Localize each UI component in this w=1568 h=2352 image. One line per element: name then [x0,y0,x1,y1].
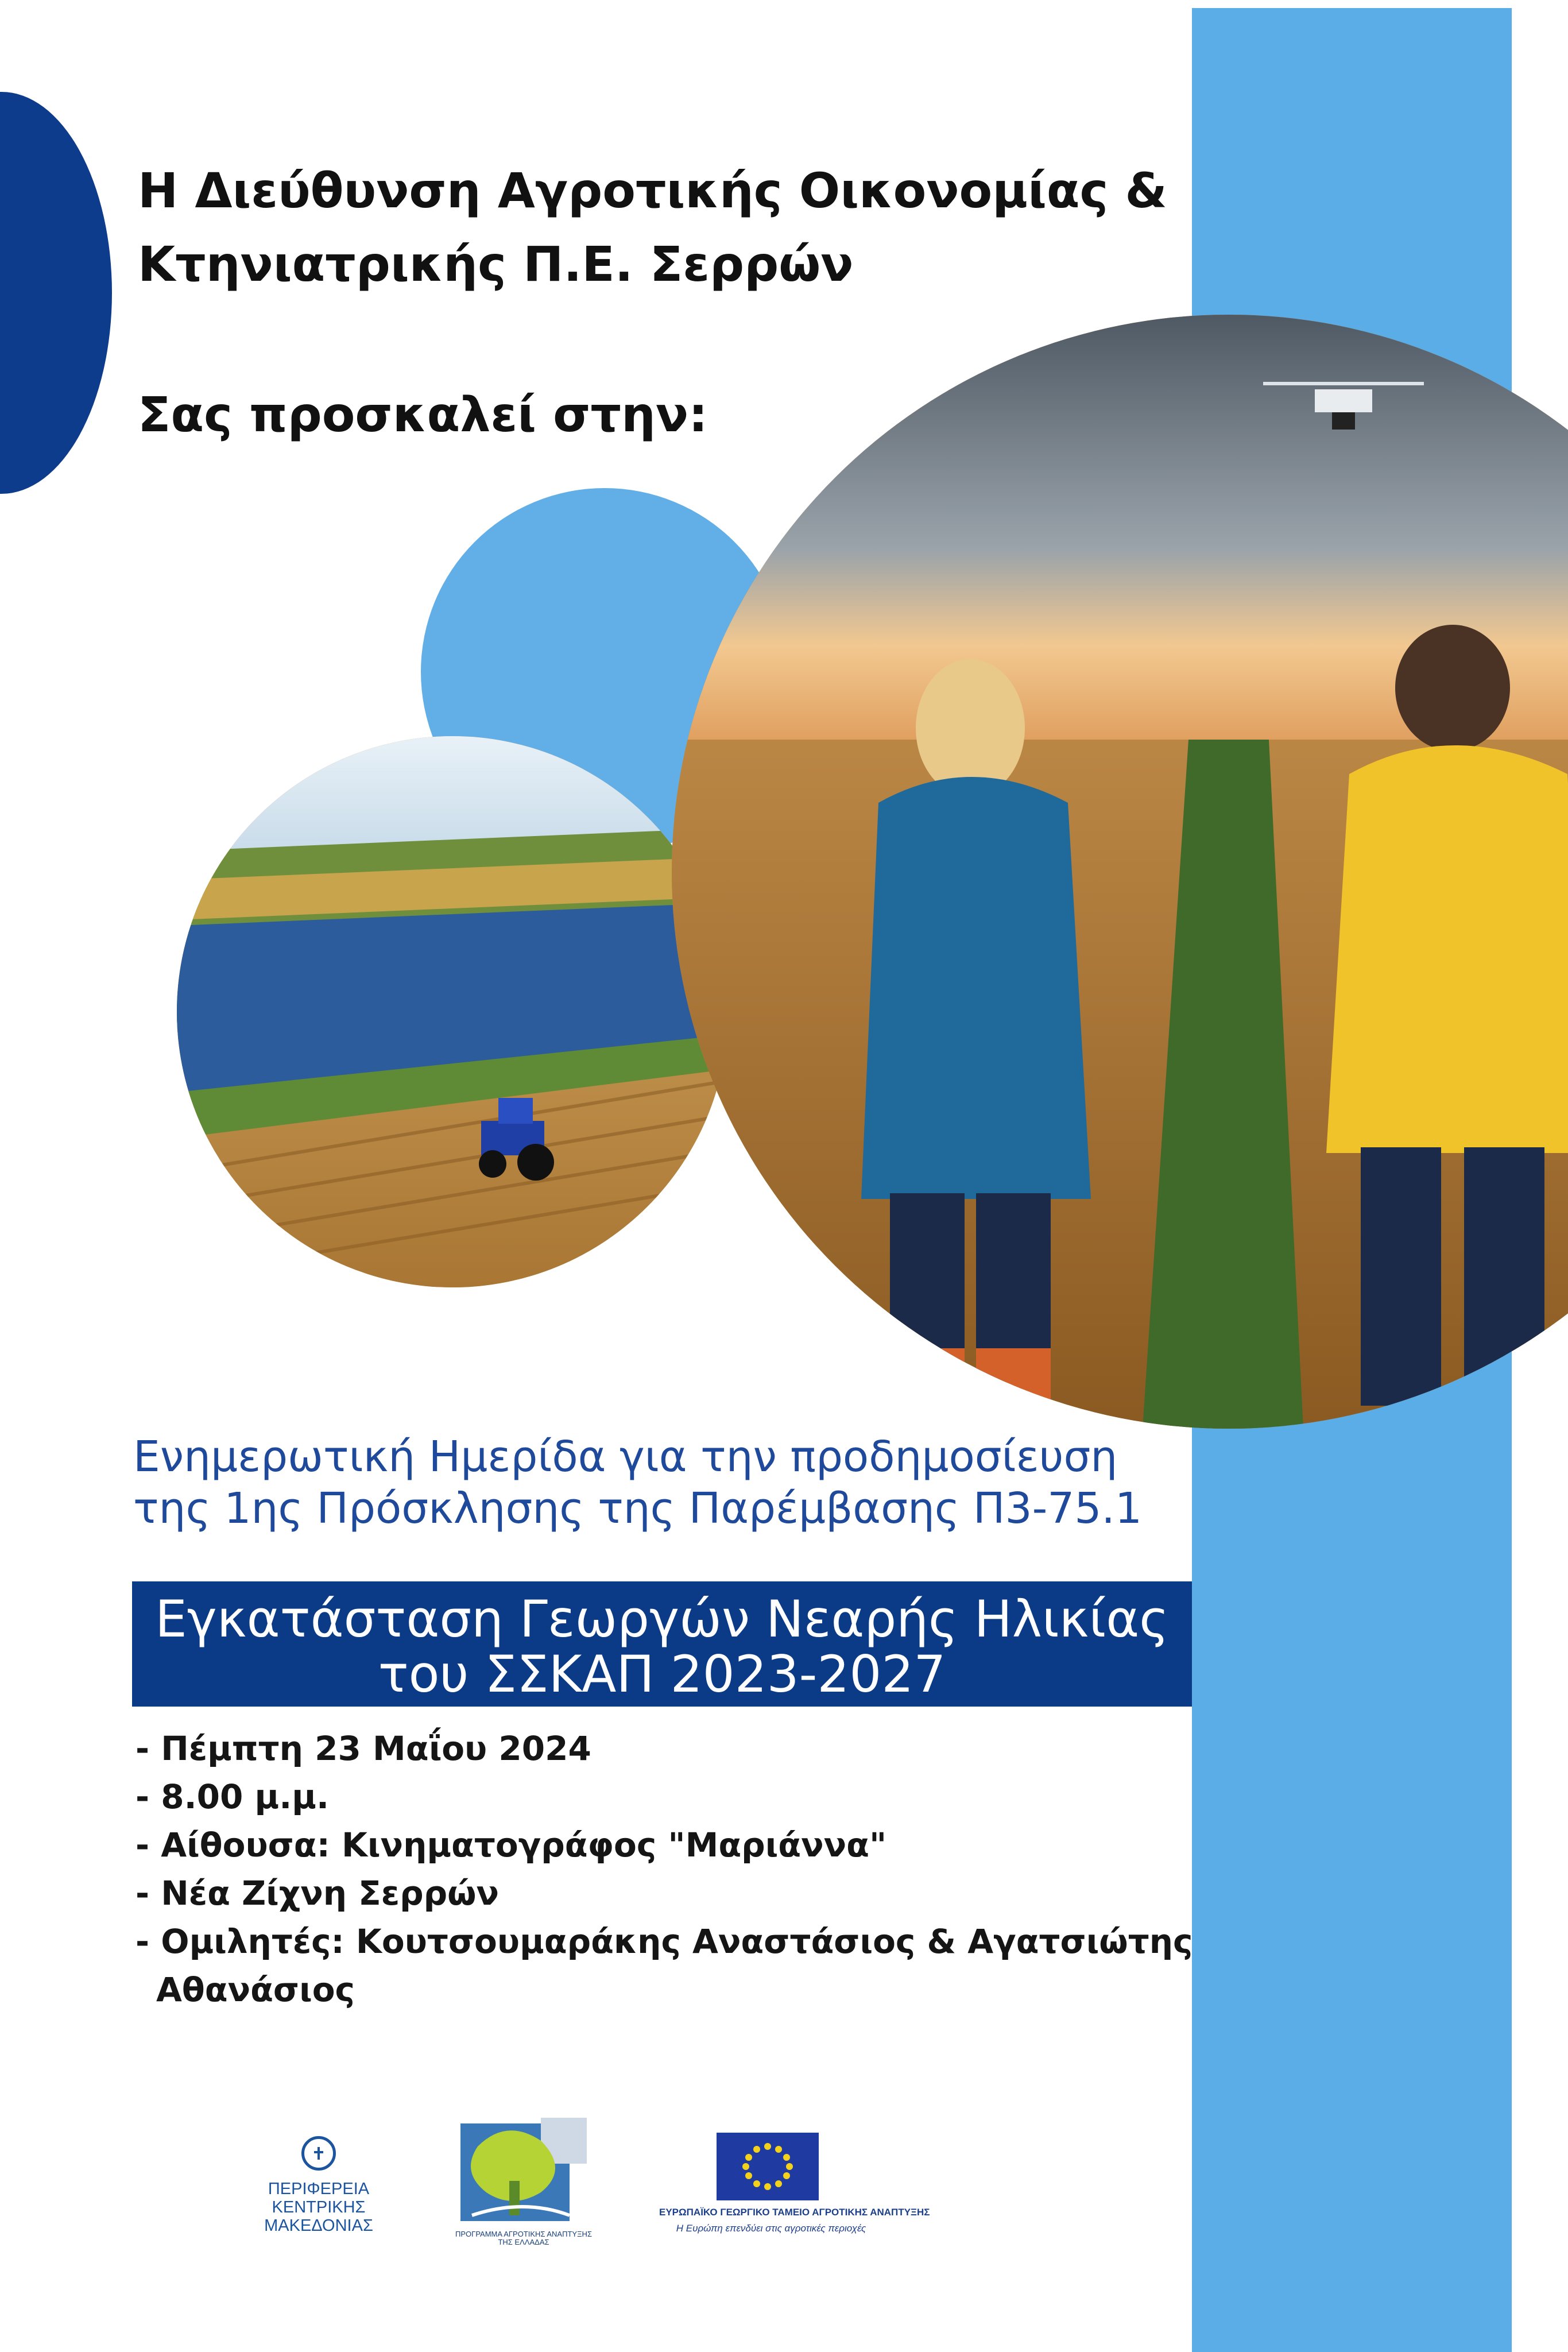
cross-icon [314,2147,323,2160]
farmers-drone-photo [672,315,1568,1429]
eu-flag-icon [717,2133,819,2200]
organizer-line-2: Κτηνιατρικής Π.Ε. Σερρών [138,236,854,292]
organizer-line-1: Η Διεύθυνση Αγροτικής Οικονομίας & [138,163,1167,219]
event-time: - 8.00 μ.μ. [135,1777,329,1816]
region-logo-text-2: ΚΕΝΤΡΙΚΗΣ [272,2198,366,2216]
event-title-line-1: Εγκατάσταση Γεωργών Νεαρής Ηλικίας [155,1589,1169,1649]
event-subtitle-line-2: της 1ης Πρόσκλησης της Παρέμβασης Π3-75.1 [133,1484,1143,1533]
tractor-field-photo [177,736,728,1287]
eu-slogan: Η Ευρώπη επενδύει στις αγροτικές περιοχές [676,2223,866,2234]
event-venue: - Αίθουσα: Κινηματογράφος "Μαριάννα" [135,1825,887,1864]
region-logo-text-3: ΜΑΚΕΔΟΝΙΑΣ [264,2216,373,2235]
rural-programme-caption: ΠΡΟΓΡΑΜΜΑ ΑΓΡΟΤΙΚΗΣ ΑΝΑΠΤΥΞΗΣ ΤΗΣ ΕΛΛΑΔΑΣ [455,2230,592,2247]
event-title-line-2: του ΣΣΚΑΠ 2023-2027 [378,1645,946,1704]
event-subtitle-line-1: Ενημερωτική Ημερίδα για την προδημοσίευση [133,1432,1118,1481]
event-location: - Νέα Ζίχνη Σερρών [135,1874,500,1913]
greek-emblem-icon [301,2136,336,2171]
event-speakers: - Ομιλητές: Κουτσουμαράκης Αναστάσιος & Αγατσιώτης [135,1922,1193,1961]
farmers-drone-illustration [672,315,1568,1429]
event-speakers-continued: Αθανάσιος [156,1970,355,2009]
event-date: - Πέμπτη 23 Μαΐου 2024 [135,1729,591,1768]
tree-leaf-icon [455,2118,593,2227]
eu-fund-name: ΕΥΡΩΠΑΪΚΟ ΓΕΩΡΓΙΚΟ ΤΑΜΕΙΟ ΑΓΡΟΤΙΚΗΣ ΑΝΑΠΤΥΞΗΣ [659,2207,930,2218]
region-logo-text-1: ΠΕΡΙΦΕΡΕΙΑ [268,2180,370,2198]
eu-eafrd-logo [659,2133,930,2247]
invitation-line: Σας προσκαλεί στην: [138,386,708,443]
rural-development-programme-logo [455,2118,593,2247]
event-title-banner [132,1581,1192,1707]
eu-stars-icon [717,2133,819,2200]
decorative-navy-circle [0,92,112,494]
tractor-field-illustration [177,736,728,1287]
central-macedonia-region-logo [247,2130,390,2239]
